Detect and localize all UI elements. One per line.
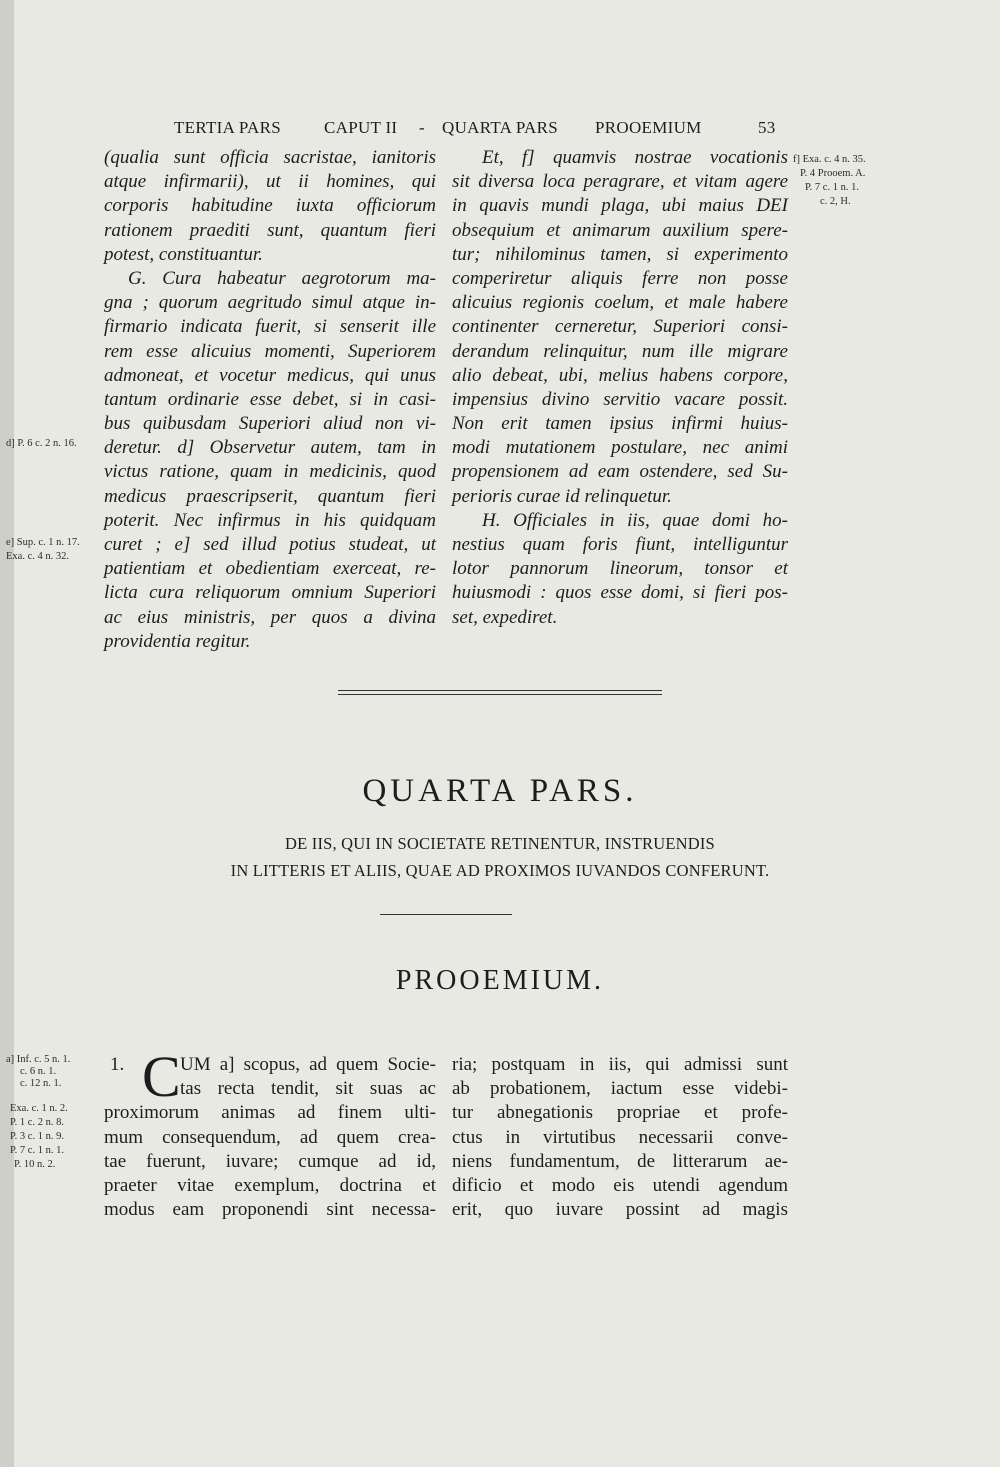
- section-subtitle: IN LITTERIS ET ALIIS, QUAE AD PROXIMOS IUVANDOS CONFERUNT.: [230, 861, 770, 880]
- page-number: 53: [758, 118, 776, 137]
- header-dash: -: [419, 118, 425, 137]
- text-line: huiusmodi : quos esse domi, si fieri pos-: [452, 582, 788, 604]
- margin-note-f: P. 4 Prooem. A.: [800, 168, 866, 179]
- text-line: G. Cura habeatur aegrotorum ma-: [128, 267, 436, 289]
- text-line: tas recta tendit, sit suas ac: [180, 1078, 436, 1100]
- right-column-text: [452, 146, 788, 630]
- text-line: tae fuerunt, iuvare; cumque ad id,: [104, 1150, 436, 1172]
- margin-note-d: d] P. 6 c. 2 n. 16.: [6, 438, 77, 449]
- prooemium-heading: PROOEMIUM.: [395, 965, 605, 996]
- running-header: [170, 118, 790, 140]
- margin-note-f: c. 2, H.: [820, 196, 851, 207]
- text-line: tur; nihilominus tamen, si experimento: [452, 243, 788, 265]
- prooemium-left-column: [104, 1044, 436, 1222]
- text-line: (qualia sunt officia sacristae, ianitoris: [104, 147, 436, 168]
- margin-note-f: P. 7 c. 1 n. 1.: [805, 182, 859, 193]
- divider-rule: [338, 694, 662, 695]
- header-caput: CAPUT II: [324, 118, 398, 137]
- text-line: H. Officiales in iis, quae domi ho-: [482, 509, 788, 531]
- text-line: propensionem ad eam ostendere, sed Su-: [452, 461, 788, 483]
- text-line: lotor pannorum lineorum, tonsor et: [452, 558, 788, 580]
- text-line: rem esse alicuius momenti, Superiorem: [104, 340, 436, 362]
- margin-note-a: c. 6 n. 1.: [20, 1066, 57, 1077]
- text-line: comperiretur aliquis ferre non posse: [452, 267, 788, 289]
- text-line: medicus praescripserit, quantum fieri: [104, 485, 436, 507]
- text-line: victus ratione, quam in medicinis, quod: [104, 461, 436, 483]
- section-title: QUARTA PARS.: [362, 773, 638, 809]
- text-line: alicuius regionis coelum, et male habere: [452, 292, 788, 314]
- text-line: impensius divino servitio vacare possit.: [452, 388, 788, 410]
- text-line: niens fundamentum, de litterarum ae-: [452, 1150, 788, 1172]
- text-line: firmario indicata fuerit, si senserit ille: [104, 316, 436, 338]
- text-line: derandum relinquitur, num ille migrare: [452, 340, 788, 362]
- margin-note-a: P. 3 c. 1 n. 9.: [10, 1131, 64, 1142]
- margin-note-a: Exa. c. 1 n. 2.: [10, 1103, 68, 1114]
- text-line: in quavis mundi plaga, ubi maius DEI: [452, 195, 788, 217]
- text-line: mum consequendum, ad quem crea-: [104, 1126, 436, 1148]
- margin-note-f: f] Exa. c. 4 n. 35.: [793, 154, 866, 165]
- text-line: curet ; e] sed illud potius studeat, ut: [104, 534, 436, 555]
- text-line: UM a] scopus, ad quem Socie-: [180, 1054, 436, 1075]
- prooemium-right-column: [452, 1053, 788, 1222]
- page-edge-shadow: [0, 0, 14, 1467]
- text-line: rationem praediti sunt, quantum fieri: [104, 219, 436, 241]
- text-line: sit diversa loca peragrare, et vitam agere: [452, 171, 788, 193]
- text-line: praeter vitae exemplum, doctrina et: [104, 1174, 436, 1196]
- text-line: Non erit tamen ipsius infirmi huius-: [452, 413, 788, 435]
- text-line: set, expediret.: [452, 606, 558, 628]
- text-line: atque infirmarii), ut ii homines, qui: [104, 171, 436, 193]
- text-line: ria; postquam in iis, qui admissi sunt: [452, 1054, 788, 1075]
- short-rule: [380, 914, 512, 915]
- text-line: modus eam proponendi sint necessa-: [104, 1199, 436, 1221]
- left-column-text: [104, 146, 436, 654]
- text-line: perioris curae id relinquetur.: [452, 485, 672, 507]
- text-line: Et, f] quamvis nostrae vocationis: [482, 147, 788, 168]
- text-line: providentia regitur.: [104, 630, 251, 652]
- margin-note-a: P. 7 c. 1 n. 1.: [10, 1145, 64, 1156]
- paragraph-number: 1.: [110, 1054, 125, 1075]
- margin-note-a: P. 1 c. 2 n. 8.: [10, 1117, 64, 1128]
- text-line: deretur. d] Observetur autem, tam in: [104, 437, 436, 459]
- header-quarta-pars: QUARTA PARS: [442, 118, 559, 137]
- text-line: nestius quam foris fiunt, intelliguntur: [452, 534, 788, 555]
- divider-rule: [338, 690, 662, 691]
- header-prooemium: PROOEMIUM: [595, 118, 702, 137]
- text-line: modi mutationem postulare, nec animi: [452, 437, 788, 459]
- text-line: ab probationem, iactum esse videbi-: [452, 1078, 788, 1100]
- text-line: bus quibusdam Superiori aliud non vi-: [104, 413, 436, 435]
- text-line: potest, constituantur.: [104, 243, 263, 265]
- text-line: obsequium et animarum auxilium spere-: [452, 219, 788, 241]
- header-tertia-pars: TERTIA PARS: [174, 118, 281, 137]
- margin-note-a: a] Inf. c. 5 n. 1.: [6, 1054, 71, 1065]
- text-line: alio debeat, ubi, melius habens corpore,: [452, 364, 788, 386]
- text-line: ctus in virtutibus necessarii conve-: [452, 1126, 788, 1148]
- margin-note-a: c. 12 n. 1.: [20, 1078, 62, 1089]
- text-line: corporis habitudine iuxta officiorum: [104, 195, 436, 217]
- text-line: admoneat, et vocetur medicus, qui unus: [104, 364, 436, 386]
- text-line: erit, quo iuvare possint ad magis: [452, 1199, 788, 1221]
- text-line: tur abnegationis propriae et profe-: [452, 1102, 788, 1124]
- margin-note-e: e] Sup. c. 1 n. 17.: [6, 537, 80, 548]
- text-line: dificio et modo eis utendi agendum: [452, 1174, 788, 1196]
- text-line: tantum ordinarie esse debet, si in casi-: [104, 388, 436, 410]
- text-line: gna ; quorum aegritudo simul atque in-: [104, 292, 436, 314]
- margin-note-e: Exa. c. 4 n. 32.: [6, 551, 69, 562]
- text-line: licta cura reliquorum omnium Superiori: [104, 582, 436, 604]
- text-line: proximorum animas ad finem ulti-: [104, 1102, 436, 1124]
- section-subtitle: DE IIS, QUI IN SOCIETATE RETINENTUR, INSTRUENDIS: [285, 834, 715, 853]
- text-line: continenter cerneretur, Superiori consi-: [452, 316, 788, 338]
- text-line: ac eius ministris, per quos a divina: [104, 606, 436, 628]
- text-line: patientiam et obedientiam exerceat, re-: [104, 558, 436, 580]
- drop-cap: C: [142, 1044, 181, 1109]
- text-line: poterit. Nec infirmus in his quidquam: [104, 509, 436, 531]
- margin-note-a: P. 10 n. 2.: [14, 1159, 56, 1170]
